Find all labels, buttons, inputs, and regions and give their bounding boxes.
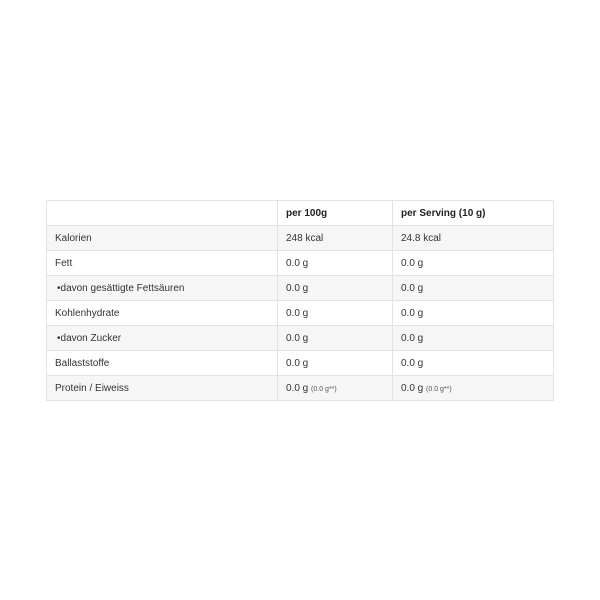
- nutrition-table: [46, 200, 554, 401]
- value-per-100g: 0.0 g: [278, 351, 393, 376]
- value-per-100g: 0.0 g: [278, 326, 393, 351]
- nutrient-name: •davon gesättigte Fettsäuren: [47, 276, 278, 301]
- value-per-100g: 248 kcal: [278, 226, 393, 251]
- value-per-serving: 0.0 g: [401, 382, 424, 394]
- value-per-100g-cell: [278, 376, 393, 401]
- header-nutrient: [47, 201, 278, 226]
- header-per-serving: per Serving (10 g): [393, 201, 554, 226]
- table-row: [47, 376, 554, 401]
- value-per-serving: 0.0 g: [393, 351, 554, 376]
- value-per-100g: 0.0 g: [286, 382, 309, 394]
- nutrient-name: Kohlenhydrate: [47, 301, 278, 326]
- header-per-100g: per 100g: [278, 201, 393, 226]
- nutrient-name: Fett: [47, 251, 278, 276]
- table-row: [47, 226, 554, 251]
- nutrient-name: •davon Zucker: [47, 326, 278, 351]
- nutrient-name: Protein / Eiweiss: [47, 376, 278, 401]
- value-note: (0.0 g**): [426, 385, 452, 393]
- table-row: [47, 276, 554, 301]
- value-per-serving: 0.0 g: [393, 301, 554, 326]
- table-row: [47, 301, 554, 326]
- table-row: [47, 351, 554, 376]
- value-per-serving: 24.8 kcal: [393, 226, 554, 251]
- value-per-serving: 0.0 g: [393, 326, 554, 351]
- table-row: [47, 251, 554, 276]
- value-note: (0.0 g**): [311, 385, 337, 393]
- value-per-serving: 0.0 g: [393, 251, 554, 276]
- table-row: [47, 326, 554, 351]
- value-per-100g: 0.0 g: [278, 301, 393, 326]
- nutrient-name: Ballaststoffe: [47, 351, 278, 376]
- table-header-row: [47, 201, 554, 226]
- value-per-100g: 0.0 g: [278, 276, 393, 301]
- value-per-100g: 0.0 g: [278, 251, 393, 276]
- value-per-serving: 0.0 g: [393, 276, 554, 301]
- value-per-serving-cell: [393, 376, 554, 401]
- nutrient-name: Kalorien: [47, 226, 278, 251]
